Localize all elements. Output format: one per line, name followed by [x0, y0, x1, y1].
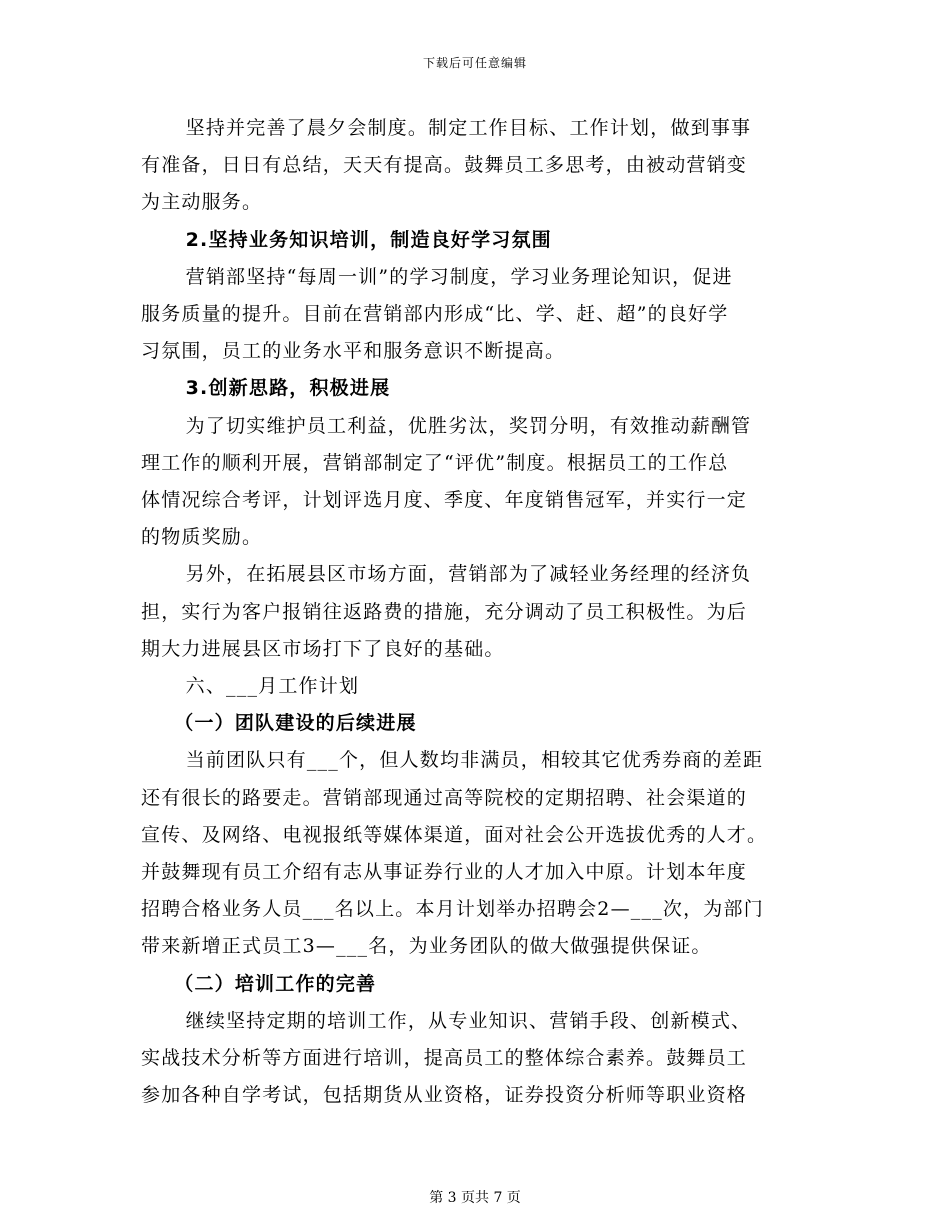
paragraph — [141, 742, 801, 965]
text-line: 继续坚持定期的培训工作，从专业知识、营销手段、创新模式、 — [185, 1009, 752, 1032]
page-header: 下载后可任意编辑 — [422, 56, 527, 70]
text-line: 当前团队只有___个，但人数均非满员，相较其它优秀券商的差距 — [185, 749, 764, 772]
text-line: 另外，在拓展县区市场方面，营销部为了减轻业务经理的经济负 — [185, 563, 752, 586]
subsection-heading: （二）培训工作的完善 — [174, 972, 377, 995]
text-line: 招聘合格业务人员___名以上。本月计划举办招聘会2—___次，为部门 — [141, 898, 764, 921]
text-line: 坚持并完善了晨夕会制度。制定工作目标、工作计划，做到事事 — [185, 117, 752, 139]
text-line: 期大力进展县区市场打下了良好的基础。 — [141, 637, 505, 660]
page-number: 第 3 页共 7 页 — [429, 1190, 521, 1206]
section-heading: 2.坚持业务知识培训，制造良好学习氛围 — [185, 228, 552, 251]
text-line: 的物质奖励。 — [141, 526, 263, 549]
paragraph — [141, 556, 801, 668]
section-heading: 六、___月工作计划 — [185, 675, 360, 698]
text-line: 宣传、及网络、电视报纸等媒体渠道，面对社会公开选拔优秀的人才。 — [141, 823, 768, 846]
text-line: 服务质量的提升。目前在营销部内形成“比、学、赶、超”的良好学 — [141, 303, 729, 326]
text-line: 体情况综合考评，计划评选月度、季度、年度销售冠军，并实行一定 — [141, 489, 748, 512]
paragraph — [141, 259, 801, 371]
text-line: 实战技术分析等方面进行培训，提高员工的整体综合素养。鼓舞员工 — [141, 1047, 748, 1070]
text-line: 习氛围，员工的业务水平和服务意识不断提高。 — [141, 340, 566, 363]
paragraph — [141, 408, 801, 557]
text-line: 担，实行为客户报销往返路费的措施，充分调动了员工积极性。为后 — [141, 600, 748, 623]
text-line: 参加各种自学考试，包括期货从业资格，证券投资分析师等职业资格 — [141, 1084, 748, 1107]
text-line: 为主动服务。 — [141, 191, 263, 214]
text-line: 为了切实维护员工利益，优胜劣汰，奖罚分明，有效推动薪酬管 — [185, 414, 752, 437]
text-line: 带来新增正式员工3—___名，为业务团队的做大做强提供保证。 — [141, 935, 712, 958]
text-line: 有准备，日日有总结，天天有提高。鼓舞员工多思考，由被动营销变 — [141, 154, 748, 177]
text-line: 并鼓舞现有员工介绍有志从事证券行业的人才加入中原。计划本年度 — [141, 861, 748, 884]
paragraph — [141, 1003, 801, 1115]
subsection-heading: （一）团队建设的后续进展 — [174, 712, 417, 735]
text-line: 理工作的顺利开展，营销部制定了“评优”制度。根据员工的工作总 — [141, 451, 729, 474]
section-heading: 3.创新思路，积极进展 — [185, 377, 391, 400]
text-line: 还有很长的路要走。营销部现通过高等院校的定期招聘、社会渠道的 — [141, 786, 748, 809]
document-body — [141, 110, 801, 1114]
text-line: 营销部坚持“每周一训”的学习制度，学习业务理论知识，促进 — [185, 265, 733, 288]
paragraph — [141, 110, 801, 222]
